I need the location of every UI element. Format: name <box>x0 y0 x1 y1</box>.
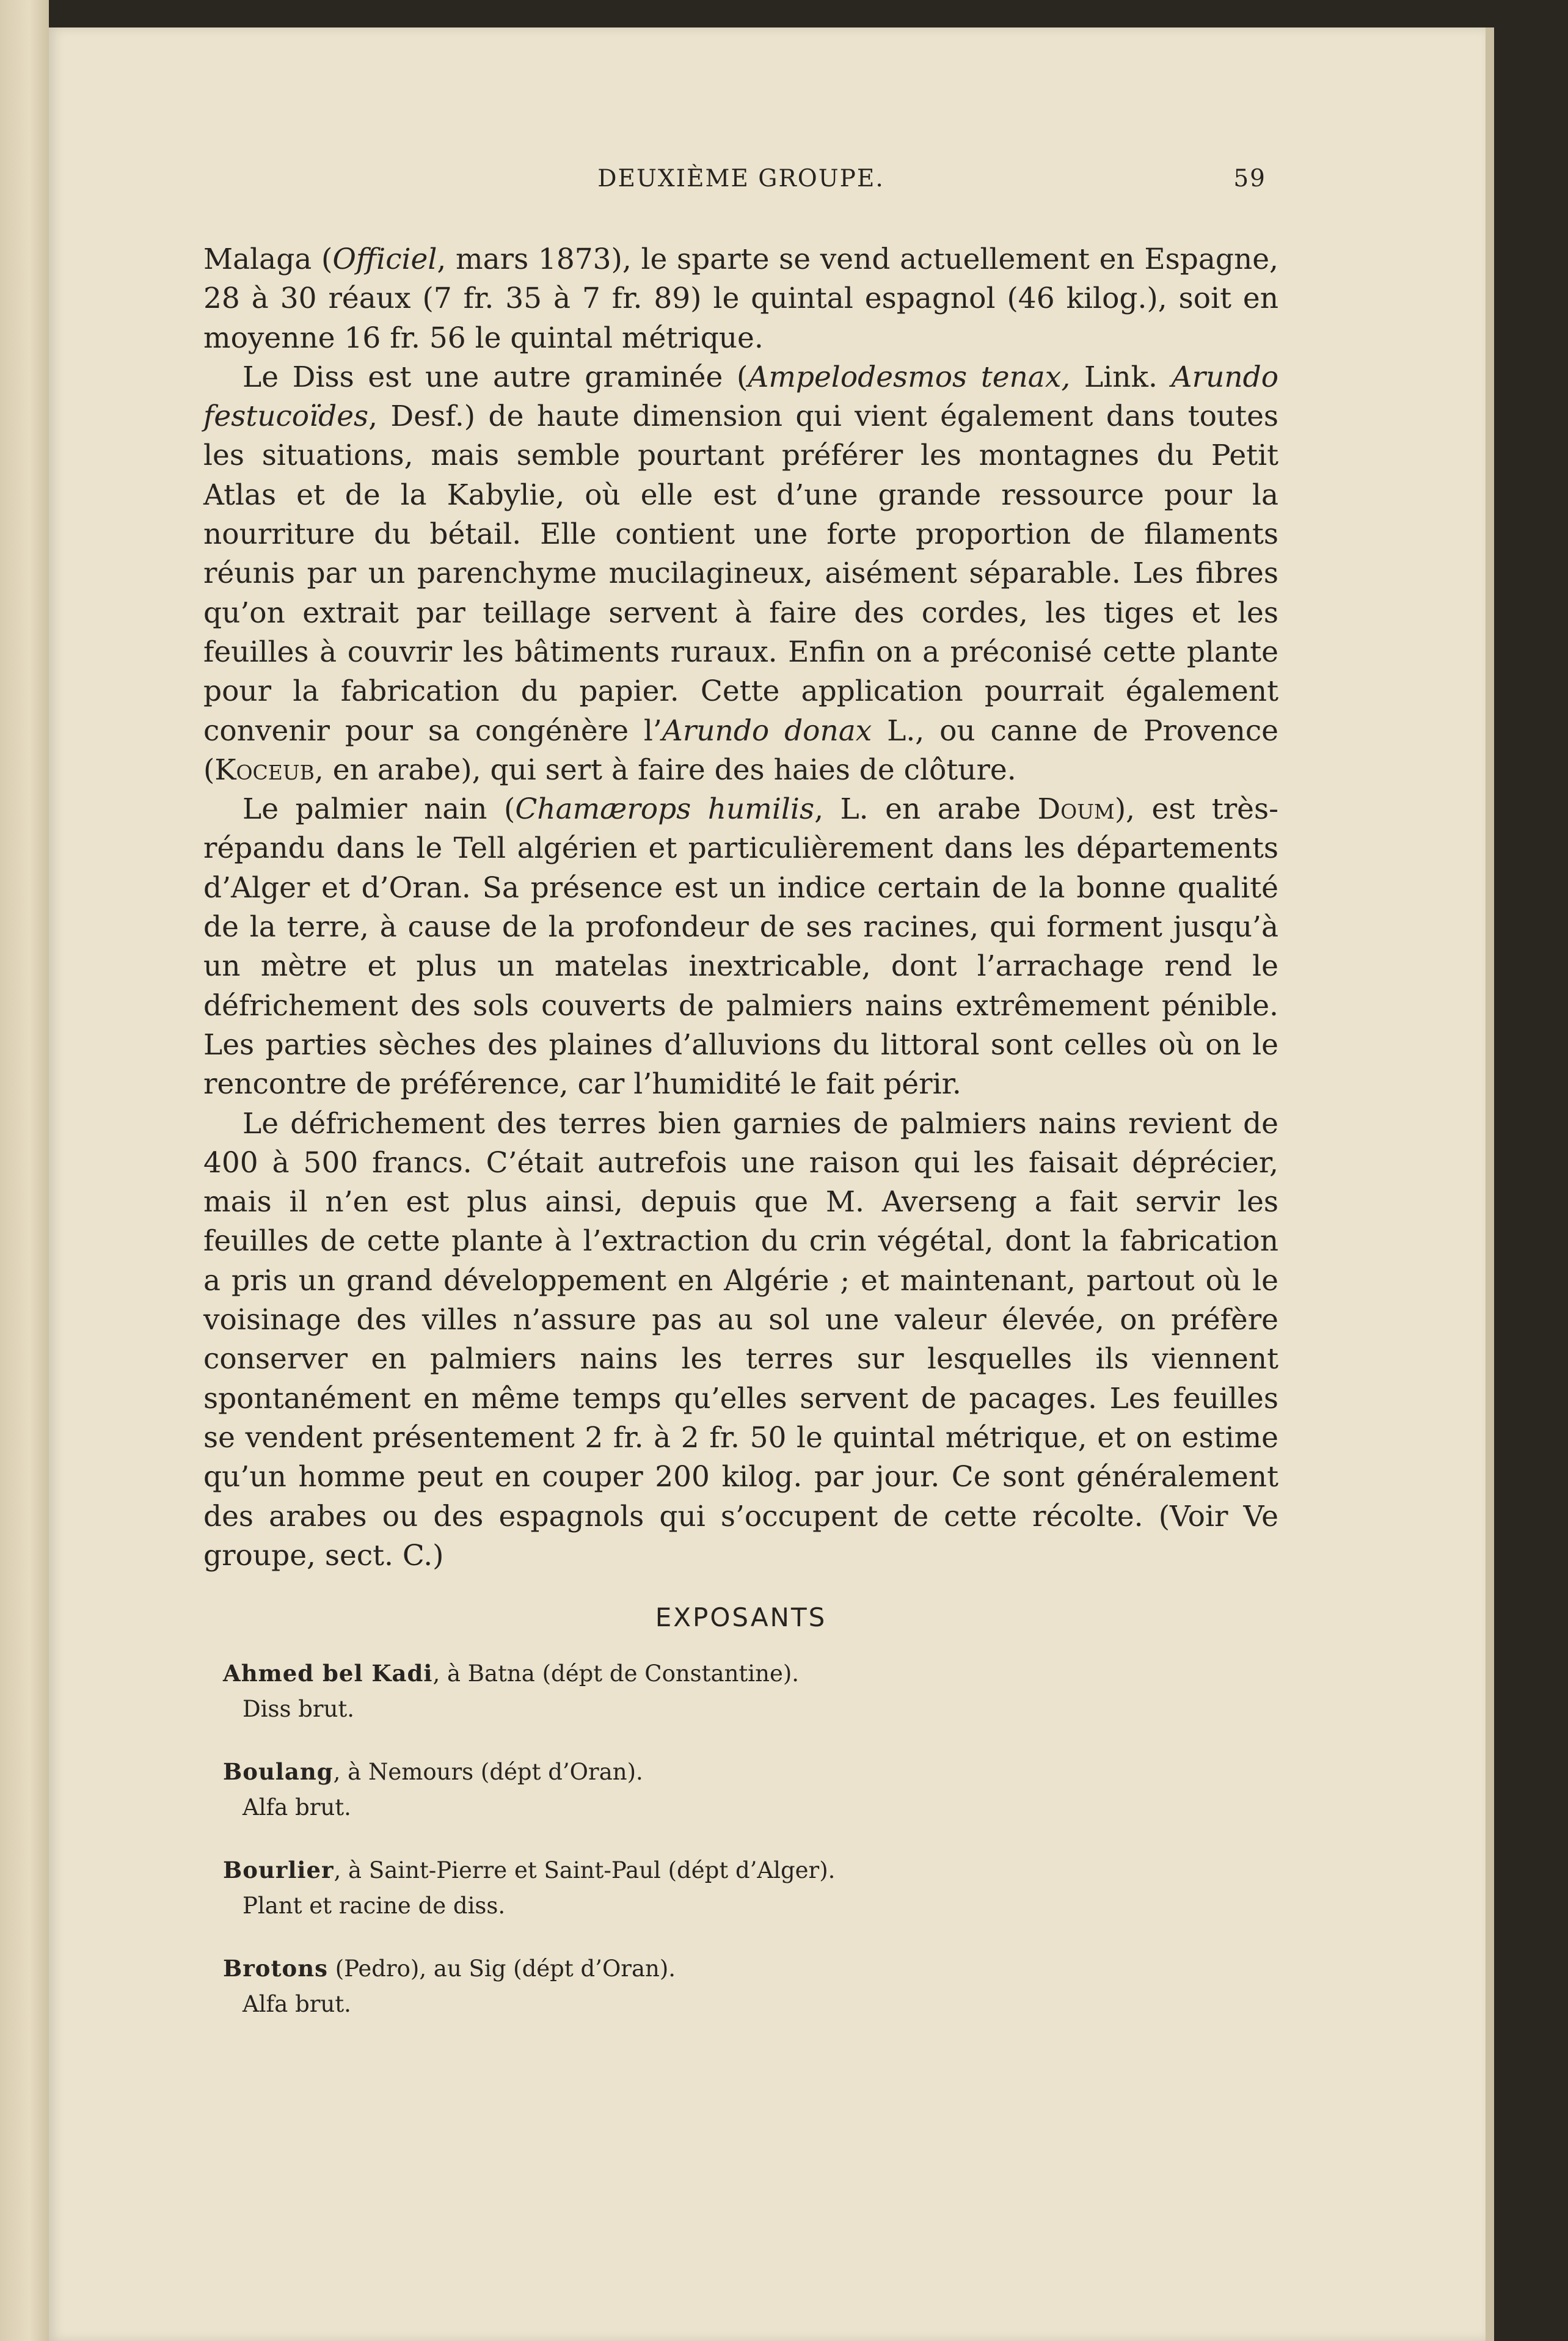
exhibitor-product: Alfa brut. <box>242 1991 351 2017</box>
exhibitor-line <box>223 1951 1261 1987</box>
paragraph <box>203 358 1278 790</box>
exhibitor-line <box>223 1852 1261 1888</box>
italic-text: Ampelodesmos tenax, <box>748 360 1071 394</box>
italic-text: Officiel <box>332 243 437 276</box>
small-caps-text: Koceub <box>214 753 315 787</box>
exhibitor-line <box>223 1656 1261 1692</box>
text-run: , Desf.) de haute dimension qui vient également dans toutes les situations, mais semble pourtant préférer les montagnes du Petit Atlas et de la Kabylie, où elle est d’une grande ressource pour la nourriture du bétail. Elle contient une forte proportion de filaments réunis par un parenchyme mucilagineux, aisément séparable. Les fibres qu’on extrait par teillage servent à faire des cordes, les tiges et les feuilles à couvrir les bâtiments ruraux. Enfin on a préconisé cette plante pour la fabrication du papier. Cette application pourrait également convenir pour sa congénère l’ <box>203 400 1278 748</box>
exhibitor-list <box>223 1656 1261 2049</box>
exhibitor-entry <box>223 1656 1261 1727</box>
exhibitor-entry <box>223 1852 1261 1924</box>
exhibitor-product: Alfa brut. <box>242 1794 351 1821</box>
small-caps-text: Doum <box>1037 792 1115 827</box>
text-run: , mars 1873), le sparte se vend actuellement en Espagne, 28 à 30 réaux (7 fr. 35 à 7 fr. 89) le quintal espagnol (46 kilog.), soit en moyenne 16 fr. 56 le quintal métrique. <box>203 243 1278 355</box>
text-run: , en arabe), qui sert à faire des haies de clôture. <box>314 753 1016 787</box>
page-number: 59 <box>1233 165 1266 192</box>
exhibitor-location: (Pedro), au Sig (dépt d’Oran). <box>327 1956 676 1982</box>
italic-text: Arundo donax <box>662 714 872 748</box>
text-run: Le Diss est une autre graminée ( <box>242 360 748 394</box>
exhibitor-line <box>223 1754 1261 1790</box>
exhibitor-name: Ahmed bel Kadi <box>223 1660 433 1687</box>
exhibitor-location: , à Nemours (dépt d’Oran). <box>333 1759 643 1785</box>
text-run: ), est très-répandu dans le Tell algérien et particulièrement dans les départements d’Alger et d’Oran. Sa présence est un indice certain de la bonne qualité de la terre, à cause de la profondeur de ses racines, qui forment jusqu’à un mètre et plus un matelas inextricable, dont l’arrachage rend le défrichement des sols couverts de palmiers nains extrêmement pénible. Les parties sèches des plaines d’alluvions du littoral sont celles où on le rencontre de préférence, car l’humidité le fait périr. <box>203 792 1278 1101</box>
text-run: Malaga ( <box>203 243 333 276</box>
text-run: L., ou canne de Provence ( <box>203 714 1279 787</box>
exhibitor-name: Brotons <box>223 1955 328 1982</box>
paragraph <box>203 1105 1278 1576</box>
exhibitor-name: Bourlier <box>223 1857 334 1883</box>
running-head <box>203 165 1278 202</box>
exhibitor-product: Plant et racine de diss. <box>242 1893 506 1919</box>
exhibitor-entry <box>223 1951 1261 2022</box>
exhibitor-name: Boulang <box>223 1758 334 1785</box>
paragraph <box>203 240 1278 358</box>
italic-text: Chamærops humilis <box>515 792 815 827</box>
text-run: Le défrichement des terres bien garnies de palmiers nains revient de 400 à 500 francs. C’était autrefois une raison qui les faisait déprécier, mais il n’en est plus ainsi, depuis que M. Averseng a fait servir les feuilles de cette plante à l’extraction du crin végétal, dont la fabrication a pris un grand développement en Algérie ; et maintenant, partout où le voisinage des villes n’assure pas au sol une valeur élevée, on préfère conserver en palmiers nains les terres sur lesquelles ils viennent spontanément en même temps qu’elles servent de pacages. Les feuilles se vendent présentement 2 fr. à 2 fr. 50 le quintal métrique, et on estime qu’un homme peut en couper 200 kilog. par jour. Ce sont généralement des arabes ou des espagnols qui s’occupent de cette récolte. (Voir Ve groupe, sect. C.) <box>203 1106 1278 1572</box>
exposants-heading: EXPOSANTS <box>655 1602 827 1632</box>
exhibitor-entry <box>223 1754 1261 1825</box>
text-run: Link. <box>1070 360 1172 394</box>
text-run: Le palmier nain ( <box>242 792 516 827</box>
body-text <box>203 240 1278 1576</box>
italic-text: Arundo festucoïdes <box>203 360 1279 434</box>
exhibitor-location: , à Batna (dépt de Constantine). <box>432 1660 800 1687</box>
page-edge <box>1486 27 1494 2341</box>
paragraph <box>203 790 1278 1104</box>
exhibitor-location: , à Saint-Pierre et Saint-Paul (dépt d’Alger). <box>334 1857 836 1883</box>
exhibitor-product: Diss brut. <box>242 1696 355 1722</box>
book-page <box>49 27 1486 2341</box>
running-head-title: DEUXIÈME GROUPE. <box>597 165 884 192</box>
text-run: , L. en arabe <box>814 792 1038 827</box>
facing-page-edge <box>0 0 49 2341</box>
